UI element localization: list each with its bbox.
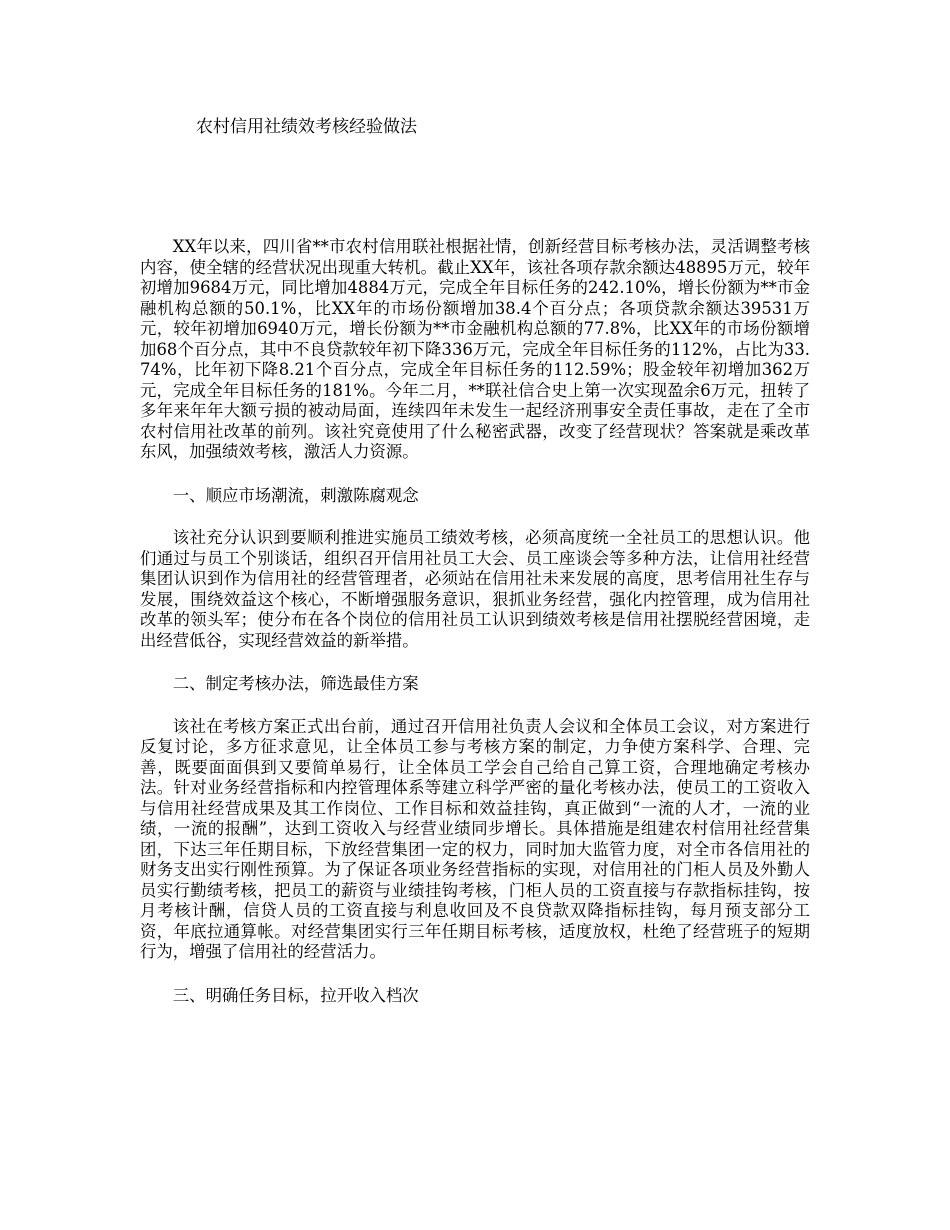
document-title: 农村信用社绩效考核经验做法: [196, 117, 417, 137]
section-2-paragraph: 该社在考核方案正式出台前，通过召开信用社负责人会议和全体员工会议，对方案进行反复讨论，多方征求意见，让全体员工参与考核方案的制定，力争使方案科学、合理、完善，既要面面俱到又要简单易行，让全体员工学会自己给自己算工资，合理地确定考核办法。针对业务经营指标和内控管理体系等建立科学严密的量化考核办法，使员工的工资收入与信用社经营成果及其工作岗位、工作目标和效益挂钩，真正做到“一流的人才，一流的业绩，一流的报酬”，达到工资收入与经营业绩同步增长。具体措施是组建农村信用社经营集团，下达三年任期目标，下放经营集团一定的权力，同时加大监管力度，对全市各信用社的财务支出实行刚性预算。为了保证各项业务经营指标的实现，对信用社的门柜人员及外勤人员实行勤绩考核，把员工的薪资与业绩挂钩考核，门柜人员的工资直接与存款指标挂钩，按月考核计酬，信贷人员的工资直接与利息收回及不良贷款双降指标挂钩，每月预支部分工资，年底拉通算帐。对经营集团实行三年任期目标考核，适度放权，杜绝了经营班子的短期行为，增强了信用社的经营活力。: [140, 716, 810, 961]
intro-paragraph: XX年以来，四川省**市农村信用联社根据社情，创新经营目标考核办法，灵活调整考核内容，使全辖的经营状况出现重大转机。截止XX年，该社各项存款余额达48895万元，较年初增加9684万元，同比增加4884万元，完成全年目标任务的242.10%，增长份额为**市金融机构总额的50.1%，比XX年的市场份额增加38.4个百分点；各项贷款余额达39531万元，较年初增加6940万元，增长份额为**市金融机构总额的77.8%，比XX年的市场份额增加68个百分点，其中不良贷款较年初下降336万元，完成全年目标任务的112%，占比为33.74%，比年初下降8.21个百分点，完成全年目标任务的112.59%；股金较年初增加362万元，完成全年目标任务的181%。今年二月，**联社信合史上第一次实现盈余6万元，扭转了多年来年年大额亏损的被动局面，连续四年未发生一起经济刑事安全责任事故，走在了全市农村信用社改革的前列。该社究竟使用了什么秘密武器，改变了经营现状？答案就是乘改革东风，加强绩效考核，激活人力资源。: [140, 237, 810, 461]
section-1-paragraph: 该社充分认识到要顺利推进实施员工绩效考核，必须高度统一全社员工的思想认识。他们通过与员工个别谈话，组织召开信用社员工大会、员工座谈会等多种方法，让信用社经营集团认识到作为信用社的经营管理者，必须站在信用社未来发展的高度，思考信用社生存与发展，围绕效益这个核心，不断增强服务意识，狠抓业务经营，强化内控管理，成为信用社改革的领头军；使分布在各个岗位的信用社员工认识到绩效考核是信用社摆脱经营困境，走出经营低谷，实现经营效益的新举措。: [140, 528, 810, 650]
section-3-heading: 三、明确任务目标，拉开收入档次: [172, 985, 419, 1005]
section-1-heading: 一、顺应市场潮流，刺激陈腐观念: [172, 485, 419, 505]
section-2-heading: 二、制定考核办法，筛选最佳方案: [172, 674, 419, 693]
document-body: [140, 237, 810, 1006]
